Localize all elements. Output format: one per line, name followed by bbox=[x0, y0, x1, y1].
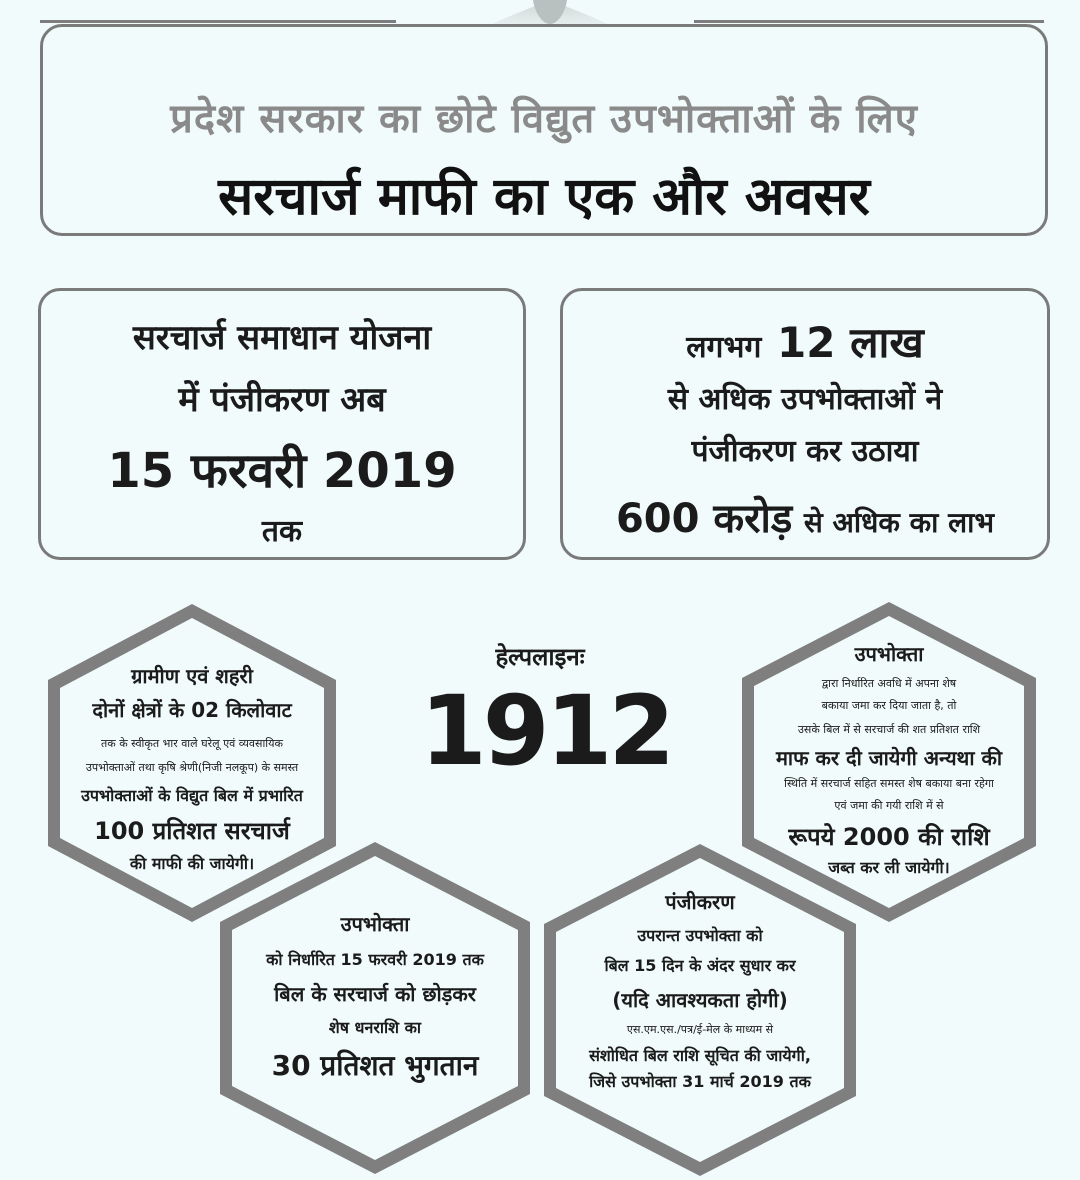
hex-right-line-9: जब्त कर ली जायेगी। bbox=[828, 858, 950, 877]
headline-title: सरचार्ज माफी का एक और अवसर bbox=[218, 167, 870, 227]
helpline-label: हेल्पलाइनः bbox=[495, 643, 585, 671]
hexagon-frame-icon bbox=[216, 838, 534, 1178]
hex-br-line-4: (यदि आवश्यकता होगी) bbox=[612, 988, 788, 1012]
hex-left-line-3: तक के स्वीकृत भार वाले घरेलू एवं व्यवसायिक bbox=[101, 737, 283, 750]
hex-right-line-8: रूपये 2000 की राशि bbox=[788, 823, 990, 851]
hex-bl-line-4: शेष धनराशि का bbox=[328, 1018, 422, 1037]
top-rule-left bbox=[40, 20, 396, 23]
beneficiary-line-2: से अधिक उपभोक्ताओं ने bbox=[667, 382, 943, 417]
hex-right-line-4: उसके बिल में से सरचार्ज की शत प्रतिशत राशि bbox=[797, 723, 981, 736]
top-rule-right bbox=[694, 20, 1044, 23]
registration-deadline-card bbox=[38, 288, 526, 560]
deadline-line-1: सरचार्ज समाधान योजना bbox=[132, 318, 432, 358]
deadline-line-2: में पंजीकरण अब bbox=[178, 380, 386, 420]
hex-br-line-1: पंजीकरण bbox=[665, 890, 735, 914]
helpline-number[interactable]: 1912 bbox=[420, 675, 672, 787]
headline-banner bbox=[40, 24, 1048, 236]
hex-bl-line-3: बिल के सरचार्ज को छोड़कर bbox=[274, 982, 476, 1006]
hex-right-line-1: उपभोक्ता bbox=[854, 642, 924, 666]
hex-left-line-6: 100 प्रतिशत सरचार्ज bbox=[94, 817, 290, 845]
hex-partial-payment bbox=[216, 838, 534, 1080]
hex-bl-line-5: 30 प्रतिशत भुगतान bbox=[271, 1049, 479, 1082]
hex-bl-line-2: को निर्धारित 15 फरवरी 2019 तक bbox=[266, 950, 484, 969]
hex-bl-line-1: उपभोक्ता bbox=[340, 912, 410, 936]
beneficiary-count: 12 लाख bbox=[777, 318, 924, 367]
hex-br-line-3: बिल 15 दिन के अंदर सुधार कर bbox=[604, 956, 796, 975]
benefit-amount-line bbox=[563, 489, 1047, 544]
beneficiary-count-line bbox=[563, 313, 1047, 370]
hex-bill-correction bbox=[540, 840, 860, 1091]
hex-right-line-5: माफ कर दी जायेगी अन्यथा की bbox=[775, 746, 1003, 770]
benefit-amount: 600 करोड़ bbox=[615, 496, 793, 542]
hex-right-line-6: स्थिति में सरचार्ज सहित समस्त शेष बकाया बना रहेगा bbox=[784, 777, 994, 790]
beneficiary-prefix: लगभग bbox=[686, 330, 762, 365]
hex-left-line-1: ग्रामीण एवं शहरी bbox=[131, 664, 253, 688]
hex-br-line-6: संशोधित बिल राशि सूचित की जायेगी, bbox=[589, 1046, 811, 1065]
hex-left-line-2: दोनों क्षेत्रों के 02 किलोवाट bbox=[92, 698, 292, 722]
beneficiaries-card bbox=[560, 288, 1050, 560]
hex-left-line-4: उपभोक्ताओं तथा कृषि श्रेणी(निजी नलकूप) के समस्त bbox=[85, 761, 299, 774]
hex-br-line-7: जिसे उपभोक्ता 31 मार्च 2019 तक bbox=[589, 1072, 811, 1091]
benefit-suffix: से अधिक का लाभ bbox=[803, 506, 995, 539]
headline-subtitle: प्रदेश सरकार का छोटे विद्युत उपभोक्ताओं के लिए bbox=[170, 96, 918, 142]
hex-left-line-7: की माफी की जायेगी। bbox=[129, 854, 255, 873]
hex-right-line-7: एवं जमा की गयी राशि में से bbox=[834, 799, 944, 812]
helpline-block bbox=[420, 640, 672, 787]
hex-right-line-2: द्वारा निर्धारित अवधि में अपना शेष bbox=[821, 677, 957, 690]
beneficiary-line-3: पंजीकरण कर उठाया bbox=[691, 434, 919, 469]
hex-left-line-5: उपभोक्ताओं के विद्युत बिल में प्रभारित bbox=[81, 786, 303, 805]
hex-br-line-2: उपरान्त उपभोक्ता को bbox=[637, 926, 763, 945]
deadline-line-4: तक bbox=[261, 514, 303, 549]
deadline-date: 15 फरवरी 2019 bbox=[107, 443, 457, 499]
hex-br-line-5: एस.एम.एस./पत्र/ई-मेल के माध्यम से bbox=[626, 1023, 774, 1036]
hex-right-line-3: बकाया जमा कर दिया जाता है, तो bbox=[821, 699, 957, 712]
